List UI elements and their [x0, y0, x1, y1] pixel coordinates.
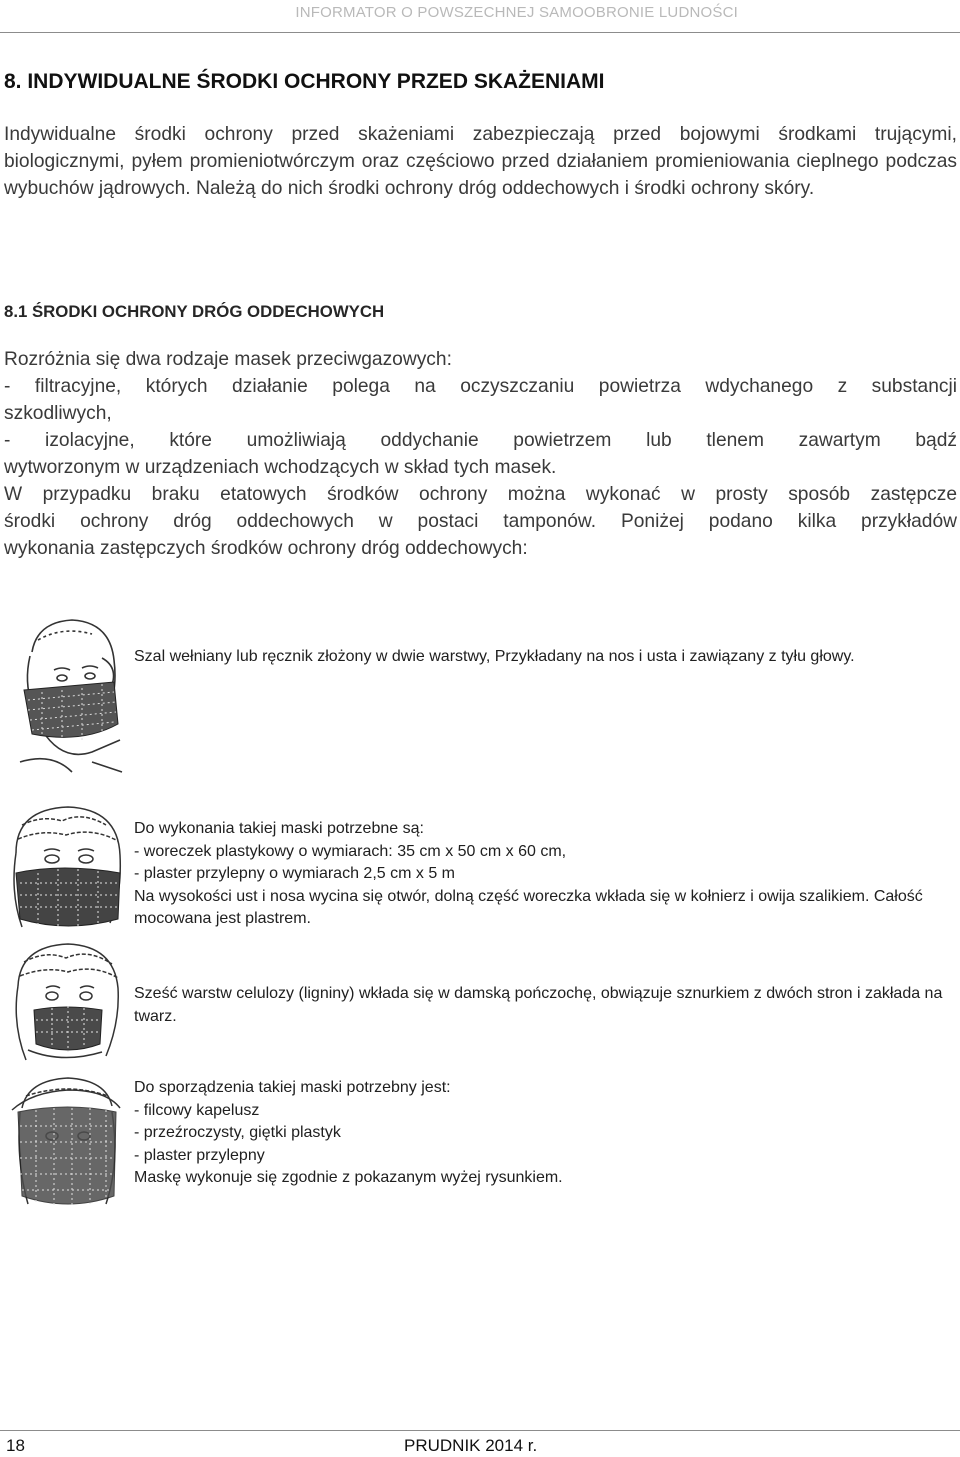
section-intro: Indywidualne środki ochrony przed skażeniami zabezpieczają przed bojowymi środkami trującymi, biologicznymi, pyłem promieniotwórczym oraz częściowo przed działaniem promieniowania cieplnego podczas wybuchów jądrowych. Należą do nich środki ochrony dróg oddechowych i środki ochrony skóry. [4, 124, 957, 200]
header-rule [0, 32, 960, 33]
filter-mask-item-cont: szkodliwych, [4, 403, 112, 424]
example-stocking-caption: Sześć warstw celulozy (ligniny) wkłada się w damską pończochę, obwiązuje sznurkiem z dwóch stron i zakłada na twarz. [134, 985, 943, 1025]
section-title: 8. INDYWIDUALNE ŚRODKI OCHRONY PRZED SKAŻENIAMI [4, 70, 605, 93]
example-hat-item-hat: - filcowy kapelusz [134, 1101, 260, 1119]
footer-imprint: PRUDNIK 2014 r. [404, 1436, 538, 1455]
footer-rule [0, 1430, 960, 1431]
felt-hat-visor-mask-illustration [2, 1072, 126, 1212]
example-hat-lead: Do sporządzenia takiej maski potrzebny jest: [134, 1079, 451, 1096]
example-bag-item-plaster: - plaster przylepny o wymiarach 2,5 cm x 5 m [134, 865, 455, 882]
mask-types-lead: Rozróżnia się dwa rodzaje masek przeciwgazowych: [4, 349, 452, 370]
example-bag-text [134, 818, 954, 931]
example-hat-item-plaster: - plaster przylepny [134, 1146, 265, 1164]
example-bag-lead: Do wykonania takiej maski potrzebne są: [134, 820, 424, 837]
cellulose-stocking-mask-illustration [2, 938, 126, 1068]
isolating-mask-item: - izolacyjne, które umożliwiają oddychanie powietrzem lub tlenem zawartym bądź [4, 430, 957, 451]
plastic-bag-mask-illustration [2, 803, 126, 935]
example-scarf-caption: Szal wełniany lub ręcznik złożony w dwie warstwy, Przykładany na nos i usta i zawiązany z tyłu głowy. [134, 648, 855, 665]
example-stocking-text [134, 983, 954, 1028]
substitute-paragraph-l3: wykonania zastępczych środków ochrony dróg oddechowych: [4, 538, 528, 559]
page-number: 18 [6, 1436, 25, 1455]
example-hat-item-plastic: - przeźroczysty, giętki plastyk [134, 1124, 341, 1141]
example-hat-note: Maskę wykonuje się zgodnie z pokazanym wyżej rysunkiem. [134, 1169, 563, 1186]
subsection-body [4, 346, 957, 562]
example-scarf-text [134, 646, 954, 669]
subsection-title: 8.1 ŚRODKI OCHRONY DRÓG ODDECHOWYCH [4, 302, 385, 321]
substitute-paragraph-l2: środki ochrony dróg oddechowych w postaci tamponów. Poniżej podano kilka przykładów [4, 511, 957, 532]
isolating-mask-item-cont: wytworzonym w urządzeniach wchodzących w skład tych masek. [4, 457, 557, 478]
filter-mask-item: - filtracyjne, których działanie polega na oczyszczaniu powietrza wdychanego z substancji [4, 376, 957, 397]
example-hat-text [134, 1077, 954, 1190]
example-bag-item-bag: - woreczek plastykowy o wymiarach: 35 cm x 50 cm x 60 cm, [134, 842, 567, 860]
running-header: INFORMATOR O POWSZECHNEJ SAMOOBRONIE LUDNOŚCI [295, 4, 738, 21]
substitute-paragraph-l1: W przypadku braku etatowych środków ochrony można wykonać w prosty sposób zastępcze [4, 484, 957, 505]
scarf-mask-illustration [2, 612, 126, 777]
example-bag-instructions: Na wysokości ust i nosa wycina się otwór, dolną część woreczka wkłada się w kołnierz i owija szalikiem. Całość mocowana jest plastrem. [134, 887, 923, 927]
